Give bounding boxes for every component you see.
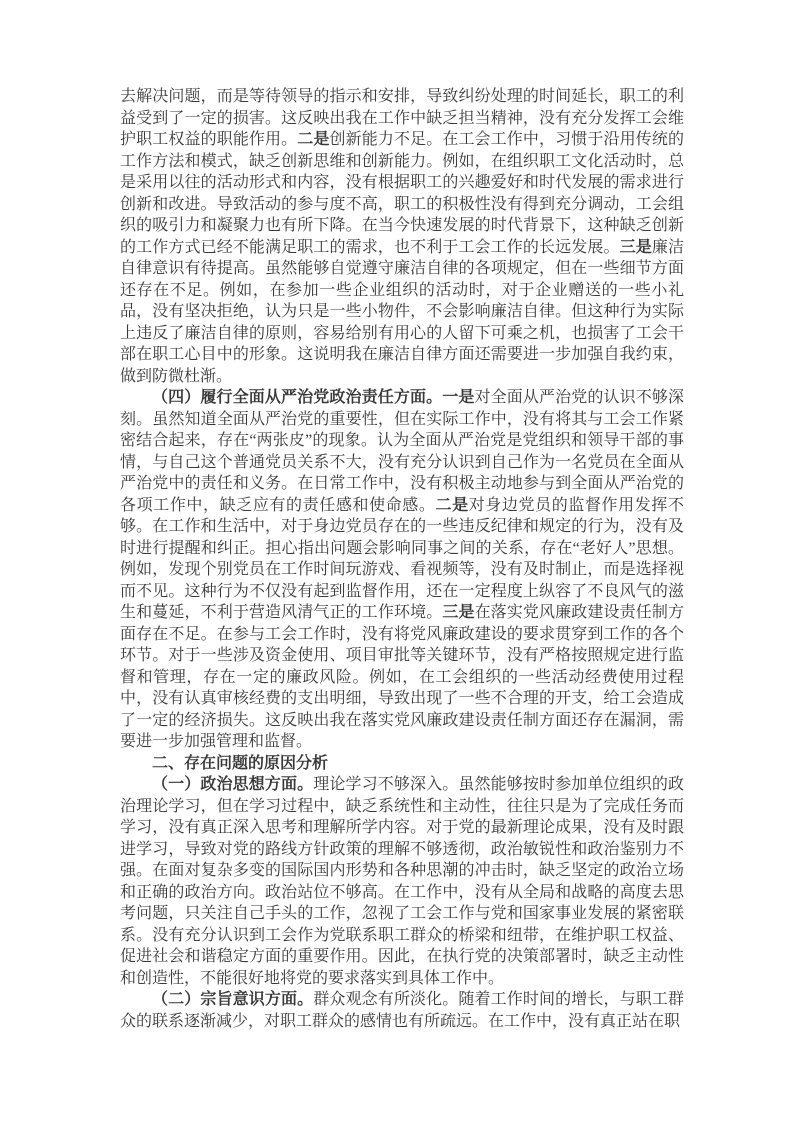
heading-cause-analysis xyxy=(120,753,684,775)
text-run-bold: （四）履行全面从严治党政治责任方面。一是 xyxy=(152,389,475,406)
text-run: 理论学习不够深入。虽然能够按时参加单位组织的政治理论学习，但在学习过程中，缺乏系统性和主动性，往往只是为了完成任务而学习，没有真正深入思考和理解所学内容。对于党的最新理论成果，没有及时跟进学习，导致对党的路线方针政策的理解不够透彻，政治敏锐性和政治鉴别力不强。在面对复杂多变的国际国内形势和各种思潮的冲击时，缺乏坚定的政治立场和正确的政治方向。政治站位不够高。在工作中，没有从全局和战略的高度去思考问题，只关注自己手头的工作，忽视了工会工作与党和国家事业发展的紧密联系。没有充分认识到工会作为党联系职工群众的桥梁和纽带，在维护职工权益、促进社会和谐稳定方面的重要作用。因此，在执行党的决策部署时，缺乏主动性和创造性，不能很好地将党的要求落实到具体工作中。 xyxy=(120,776,684,987)
text-run-bold: 三是 xyxy=(442,604,475,621)
text-run: 群众观念有所淡化。随着工作时间的增长，与职工群众的联系逐渐减少，对职工群众的感情也有所疏远。在工作中，没有真正站在职 xyxy=(120,991,684,1030)
text-run: 对全面从严治党的认识不够深刻。虽然知道全面从严治党的重要性，但在实际工作中，没有将其与工会工作紧密结合起来，存在“两张皮”的现象。认为全面从严治党是党组织和领导干部的事情，与自己这个普通党员关系不大，没有充分认识到自己作为一名党员在全面从严治党中的责任和义务。在日常工作中，没有积极主动地参与到全面从严治党的各项工作中，缺乏应有的责任感和使命感。 xyxy=(120,389,684,514)
text-run-bold: （二）宗旨意识方面。 xyxy=(152,991,314,1008)
text-run-bold: 三是 xyxy=(619,238,652,256)
text-run: 去解决问题，而是等待领导的指示和安排，导致纠纷处理的时间延长，职工的利益受到了一定的损害。这反映出我在工作中缺乏担当精神，没有充分发挥工会维护职工权益的职能作用。 xyxy=(120,88,684,148)
text-run-bold: （一）政治思想方面。 xyxy=(152,776,314,793)
text-run: 廉洁自律意识有待提高。虽然能够自觉遵守廉洁自律的各项规定，但在一些细节方面还存在不足。例如，在参加一些企业组织的活动时，对于企业赠送的一些小礼品，没有坚决拒绝，认为只是一些小物件，不会影响廉洁自律。但这种行为实际上违反了廉洁自律的原则，容易给别有用心的人留下可乘之机，也损害了工会干部在职工心目中的形象。这说明我在廉洁自律方面还需要进一步加强自我约束，做到防微杜渐。 xyxy=(120,238,684,385)
text-run-bold: 二是 xyxy=(297,131,330,148)
paragraph-continuation-duty xyxy=(120,86,684,387)
text-run: 创新能力不足。在工会工作中，习惯于沿用传统的工作方法和模式，缺乏创新思维和创新能力。例如，在组织职工文化活动时，总是采用以往的活动形式和内容，没有根据职工的兴趣爱好和时代发展的需求进行创新和改进。导致活动的参与度不高，职工的积极性没有得到充分调动，工会组织的吸引力和凝聚力也有所下降。在当今快速发展的时代背景下，这种缺乏创新的工作方式已经不能满足职工的需求，也不利于工会工作的长远发展。 xyxy=(120,131,684,256)
paragraph-section-four-party-discipline xyxy=(120,387,684,753)
text-run: 对身边党员的监督作用发挥不够。在工作和生活中，对于身边党员存在的一些违反纪律和规定的行为，没有及时进行提醒和纠正。担心指出问题会影响同事之间的关系，存在“老好人”思想。例如，发现个别党员在工作时间玩游戏、看视频等，没有及时制止，而是选择视而不见。这种行为不仅没有起到监督作用，还在一定程度上纵容了不良风气的滋生和蔓延，不利于营造风清气正的工作环境。 xyxy=(120,496,684,621)
text-run-bold: 二是 xyxy=(435,496,469,514)
text-run-bold: 二、存在问题的原因分析 xyxy=(152,754,329,772)
document-body xyxy=(120,86,684,1032)
paragraph-political-thought xyxy=(120,774,684,989)
paragraph-purpose-awareness xyxy=(120,989,684,1032)
text-run: 在落实党风廉政建设责任制方面存在不足。在参与工会工作时，没有将党风廉政建设的要求贯穿到工作的各个环节。对于一些涉及资金使用、项目审批等关键环节，没有严格按照规定进行监督和管理，存在一定的廉政风险。例如，在工会组织的一些活动经费使用过程中，没有认真审核经费的支出明细，导致出现了一些不合理的开支，给工会造成了一定的经济损失。这反映出我在落实党风廉政建设责任制方面还存在漏洞，需要进一步加强管理和监督。 xyxy=(120,604,684,750)
